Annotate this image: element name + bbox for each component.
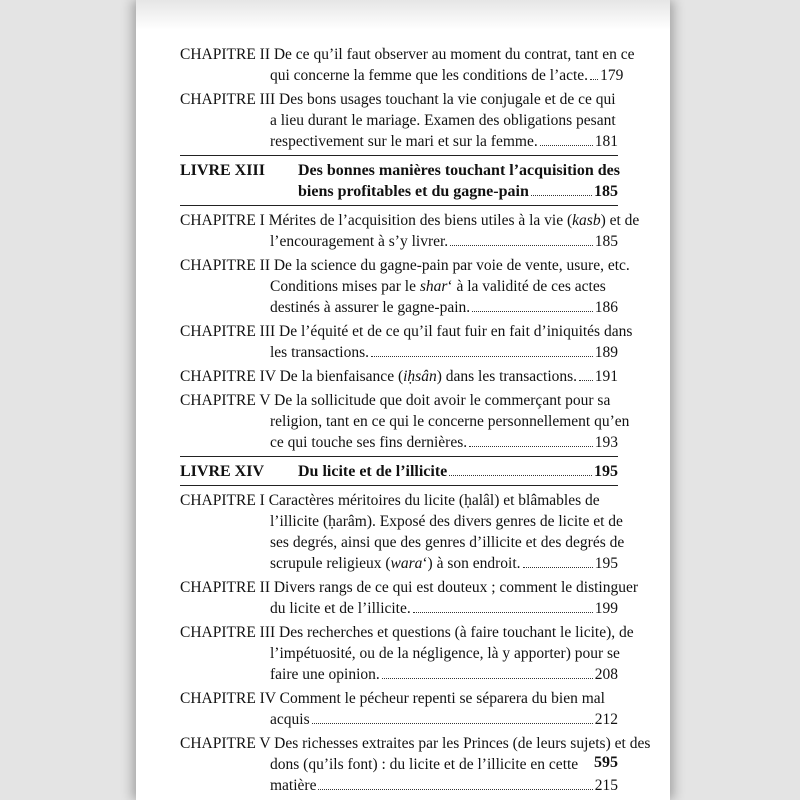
toc-page-ref: 185 — [594, 183, 618, 200]
toc-page-ref: 195 — [594, 555, 618, 572]
section-rule — [180, 456, 618, 457]
toc-chapitre-entry[interactable] — [180, 321, 633, 363]
entry-text-line: scrupule religieux (wara‘) à son endroit. — [270, 555, 521, 572]
leader-dots — [449, 475, 592, 476]
toc-page-ref: 185 — [594, 233, 618, 250]
entry-text-line: CHAPITRE III Des recherches et questions (à faire touchant le licite), de — [180, 624, 634, 641]
section-rule — [180, 155, 618, 156]
toc-page-ref: 208 — [594, 666, 618, 683]
entry-text-line: qui concerne la femme que les conditions de l’acte. — [270, 67, 589, 84]
leader-dots — [531, 195, 592, 196]
leader-dots — [469, 446, 593, 447]
toc-chapitre-entry[interactable] — [180, 688, 618, 730]
entry-text-line: l’impétuosité, ou de la négligence, là y apporter) pour se — [270, 645, 620, 662]
entry-text-line: les transactions. — [270, 344, 370, 361]
toc-chapitre-entry[interactable] — [180, 622, 634, 685]
toc-page-ref: 193 — [594, 434, 618, 451]
livre-title-line: Du licite et de l’illicite — [298, 463, 448, 480]
toc-chapitre-entry[interactable] — [180, 490, 625, 574]
entry-text-line: a lieu durant le mariage. Examen des obligations pesant — [270, 112, 616, 129]
leader-dots — [371, 356, 593, 357]
leader-dots — [450, 245, 593, 246]
entry-text-line: CHAPITRE II De la science du gagne-pain par voie de vente, usure, etc. — [180, 257, 630, 274]
leader-dots — [413, 612, 593, 613]
entry-text-line: CHAPITRE V Des richesses extraites par les Princes (de leurs sujets) et des — [180, 735, 651, 752]
entry-text-line: CHAPITRE I Caractères méritoires du licite (ḥalâl) et blâmables de — [180, 492, 600, 509]
entry-text-line: dons (qu’ils font) : du licite et de l’illicite en cette — [270, 756, 579, 773]
livre-title-line: Des bonnes manières touchant l’acquisition des — [298, 162, 620, 179]
book-page — [136, 0, 670, 800]
toc-livre-heading[interactable] — [180, 461, 618, 482]
leader-dots — [590, 79, 598, 80]
entry-text-line: CHAPITRE IV Comment le pécheur repenti se séparera du bien mal — [180, 690, 605, 707]
toc-page-ref: 179 — [600, 67, 624, 84]
toc-chapitre-entry[interactable] — [180, 733, 651, 796]
entry-text-line: CHAPITRE IV De la bienfaisance (iḥsân) dans les transactions. — [180, 368, 578, 385]
leader-dots — [472, 311, 593, 312]
toc-page-ref: 199 — [594, 600, 618, 617]
toc-chapitre-entry[interactable] — [180, 255, 630, 318]
toc-page-ref: 181 — [594, 133, 618, 150]
entry-text-line: ce qui touche ses fins dernières. — [270, 434, 468, 451]
entry-text-line: Conditions mises par le shar‘ à la validité de ces actes — [270, 278, 606, 295]
toc-page-ref: 195 — [594, 463, 618, 480]
toc-chapitre-entry[interactable] — [180, 89, 618, 152]
toc-page-ref: 189 — [594, 344, 618, 361]
entry-text-line: religion, tant en ce qui le concerne personnellement qu’en — [270, 413, 630, 430]
entry-text-line: l’illicite (ḥarâm). Exposé des divers genres de licite et de — [270, 513, 623, 530]
entry-text-line: CHAPITRE II Divers rangs de ce qui est douteux ; comment le distinguer — [180, 579, 639, 596]
entry-text-line: CHAPITRE I Mérites de l’acquisition des biens utiles à la vie (kasb) et de — [180, 212, 640, 229]
entry-text-line: respectivement sur le mari et sur la femme. — [270, 133, 538, 150]
toc-page-ref: 215 — [594, 777, 618, 794]
toc-page-ref: 186 — [594, 299, 618, 316]
toc-chapitre-entry[interactable] — [180, 577, 639, 619]
leader-dots — [523, 567, 593, 568]
section-rule — [180, 205, 618, 206]
entry-text-line: faire une opinion. — [270, 666, 380, 683]
toc-chapitre-entry[interactable] — [180, 366, 618, 387]
entry-text-line: destinés à assurer le gagne-pain. — [270, 299, 471, 316]
leader-dots — [540, 145, 593, 146]
entry-text-line: acquis — [270, 711, 310, 728]
leader-dots — [579, 380, 593, 381]
entry-text-line: CHAPITRE III Des bons usages touchant la vie conjugale et de ce qui — [180, 91, 616, 108]
toc-livre-heading[interactable] — [180, 160, 618, 202]
leader-dots — [318, 789, 592, 790]
toc-page-ref: 212 — [594, 711, 618, 728]
entry-text-line: CHAPITRE II De ce qu’il faut observer au moment du contrat, tant en ce — [180, 46, 635, 63]
toc-chapitre-entry[interactable] — [180, 390, 630, 453]
livre-title-line: biens profitables et du gagne-pain — [298, 183, 529, 200]
page-top-shadow — [136, 0, 670, 30]
toc-page-ref: 191 — [594, 368, 618, 385]
entry-text-line: matière — [270, 777, 317, 794]
entry-text-line: CHAPITRE III De l’équité et de ce qu’il faut fuir en fait d’iniquités dans — [180, 323, 633, 340]
toc-chapitre-entry[interactable] — [180, 44, 635, 86]
leader-dots — [382, 678, 593, 679]
entry-text-line: CHAPITRE V De la sollicitude que doit avoir le commerçant pour sa — [180, 392, 611, 409]
livre-label: LIVRE XIV — [180, 463, 265, 480]
table-of-contents — [180, 44, 651, 799]
toc-chapitre-entry[interactable] — [180, 210, 640, 252]
leader-dots — [312, 723, 593, 724]
page-number: 595 — [594, 754, 618, 771]
livre-label: LIVRE XIII — [180, 162, 265, 179]
entry-text-line: l’encouragement à s’y livrer. — [270, 233, 449, 250]
entry-text-line: ses degrés, ainsi que des genres d’illicite et des degrés de — [270, 534, 625, 551]
entry-text-line: du licite et de l’illicite. — [270, 600, 411, 617]
section-rule — [180, 485, 618, 486]
